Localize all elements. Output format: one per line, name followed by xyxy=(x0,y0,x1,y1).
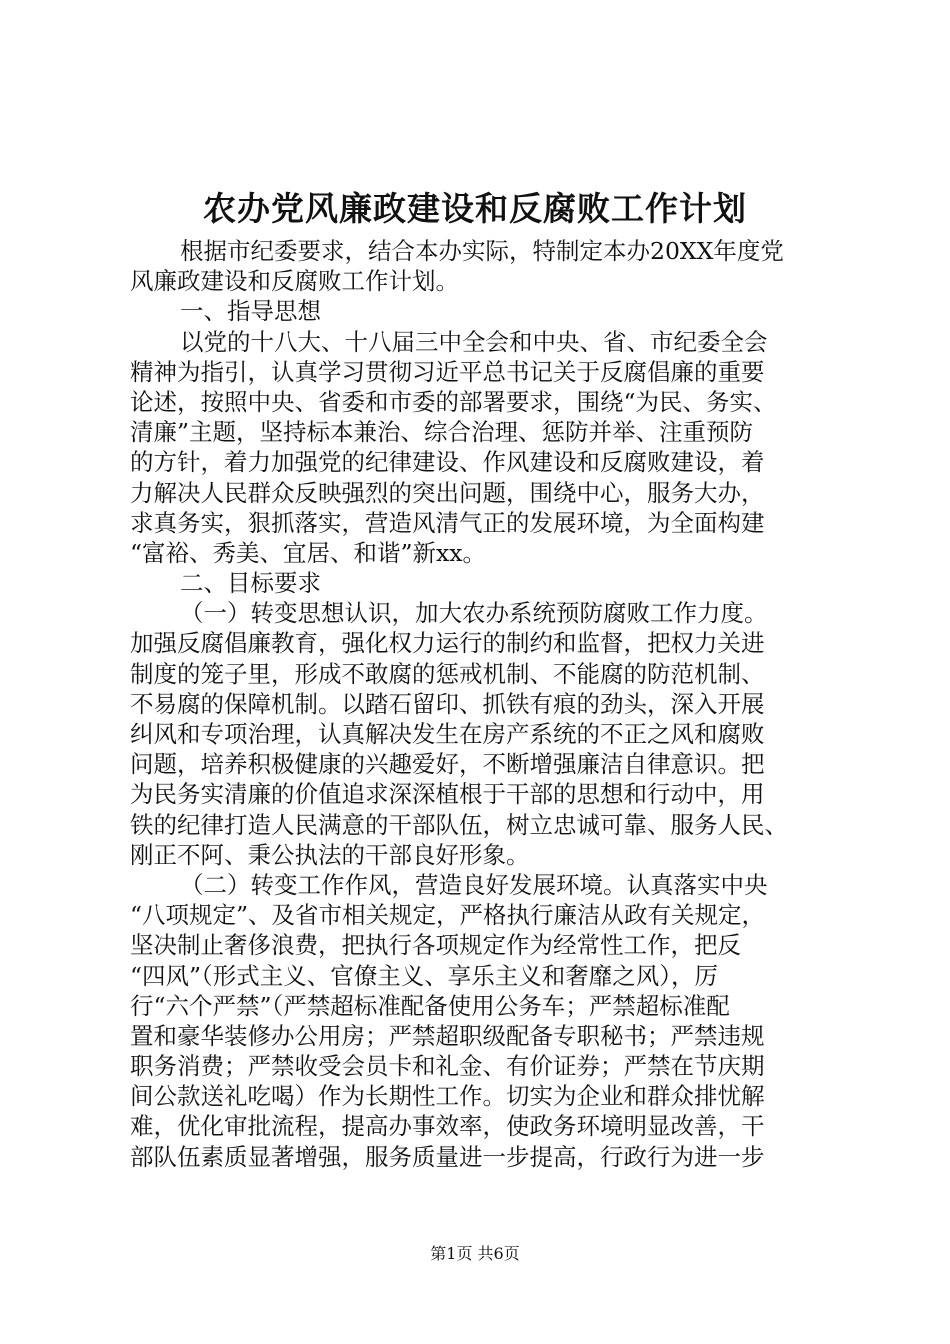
text-line: 置和豪华装修办公用房；严禁超职级配备专职秘书；严禁违规 xyxy=(130,1021,765,1050)
text-line: 的方针，着力加强党的纪律建设、作风建设和反腐败建设，着 xyxy=(130,448,765,477)
text-line: “八项规定”、及省市相关规定，严格执行廉洁从政有关规定， xyxy=(130,901,766,930)
text-line: 以党的十八大、十八届三中全会和中央、省、市纪委全会 xyxy=(180,327,768,356)
text-line: 纠风和专项治理，认真解决发生在房产系统的不正之风和腐败 xyxy=(130,720,765,748)
text-line: 论述，按照中央、省委和市委的部署要求，围绕“为民、务实、 xyxy=(130,387,777,416)
text-line: 制度的笼子里，形成不敢腐的惩戒机制、不能腐的防范机制、 xyxy=(130,659,765,688)
document-title: 农办党风廉政建设和反腐败工作计划 xyxy=(203,189,747,228)
document-body xyxy=(130,236,830,1172)
text-line: 为民务实清廉的价值追求深深植根于干部的思想和行动中，用 xyxy=(130,780,765,809)
section-heading: 一、指导思想 xyxy=(180,297,321,326)
text-line: 风廉政建设和反腐败工作计划。 xyxy=(130,267,459,296)
text-line: 铁的纪律打造人民满意的干部队伍，树立忠诚可靠、服务人民、 xyxy=(130,810,788,839)
text-line: 求真务实，狠抓落实，营造风清气正的发展环境，为全面构建 xyxy=(130,508,765,537)
text-line: 部队伍素质显著增强，服务质量进一步提高，行政行为进一步 xyxy=(130,1142,765,1171)
text-line: 问题，培养积极健康的兴趣爱好，不断增强廉洁自律意识。把 xyxy=(130,750,765,779)
text-line: 坚决制止奢侈浪费，把执行各项规定作为经常性工作，把反 xyxy=(130,931,741,960)
text-line: 刚正不阿、秉公执法的干部良好形象。 xyxy=(130,840,530,869)
subsection-heading: （一）转变思想认识，加大农办系统预防腐败工作力度。 xyxy=(180,599,768,628)
text-line: 行“六个严禁”（严禁超标准配备使用公务车；严禁超标准配 xyxy=(130,991,730,1020)
text-line: 精神为指引，认真学习贯彻习近平总书记关于反腐倡廉的重要 xyxy=(130,357,765,386)
section-heading: 二、目标要求 xyxy=(180,569,321,598)
page-number-footer: 第1页 共6页 xyxy=(430,1244,520,1263)
text-line: 间公款送礼吃喝）作为长期性工作。切实为企业和群众排忧解 xyxy=(130,1082,765,1111)
text-line: “富裕、秀美、宜居、和谐”新xx。 xyxy=(130,538,487,567)
text-line: 不易腐的保障机制。以踏石留印、抓铁有痕的劲头，深入开展 xyxy=(130,689,765,718)
text-line: “四风”（形式主义、官僚主义、享乐主义和奢靡之风），厉 xyxy=(130,961,719,990)
subsection-heading: （二）转变工作作风，营造良好发展环境。认真落实中央 xyxy=(180,870,768,899)
text-line: 力解决人民群众反映强烈的突出问题，围绕中心，服务大办， xyxy=(130,478,765,507)
text-line: 清廉”主题，坚持标本兼治、综合治理、惩防并举、注重预防 xyxy=(130,418,754,447)
text-line: 难，优化审批流程，提高办事效率，使政务环境明显改善，干 xyxy=(130,1112,765,1141)
text-line: 根据市纪委要求，结合本办实际，特制定本办20XX年度党 xyxy=(180,237,784,265)
text-line: 职务消费；严禁收受会员卡和礼金、有价证券；严禁在节庆期 xyxy=(130,1052,765,1081)
text-line: 加强反腐倡廉教育，强化权力运行的制约和监督，把权力关进 xyxy=(130,629,765,658)
